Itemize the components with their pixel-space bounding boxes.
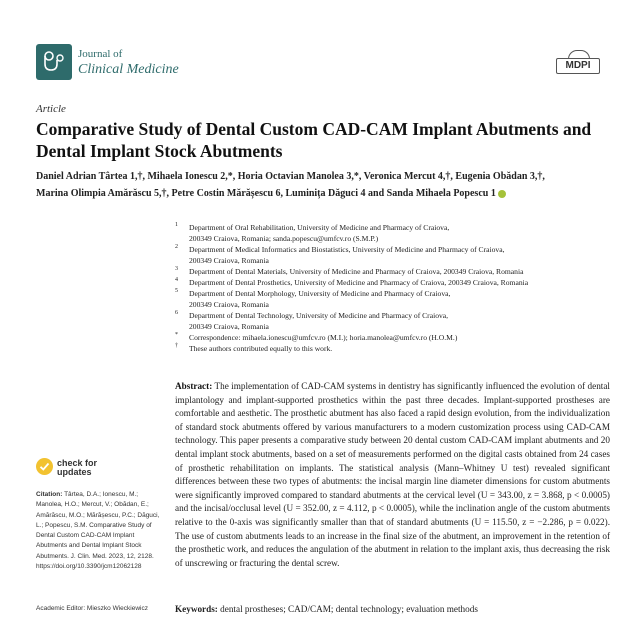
affiliation-line: Department of Dental Technology, University of Medicine and Pharmacy of Craiova, [189,311,449,320]
affiliation-number: 4 [175,277,178,283]
authors-line-1: Daniel Adrian Târtea 1,†, Mihaela Ionescu 2,*, Horia Octavian Manolea 3,*, Veronica Mercut 4,†, Eugenia Obădan 3,†, [36,171,545,182]
affiliation-line: Department of Dental Prosthetics, University of Medicine and Pharmacy of Craiova, 200349 Craiova, Romania [189,278,529,287]
affiliation-line: Correspondence: mihaela.ionescu@umfcv.ro (M.I.); horia.manolea@umfcv.ro (H.O.M.) [189,333,458,342]
journal-of-label: Journal of [78,48,123,60]
article-type: Article [36,103,66,115]
abstract-label: Abstract: [175,381,213,391]
affiliation-item [175,277,615,288]
affiliation-number: 1 [175,222,178,228]
affiliation-number: † [175,343,178,349]
keywords [175,604,610,614]
affiliation-line: Department of Dental Morphology, University of Medicine and Pharmacy of Craiova, [189,289,451,298]
mdpi-logo [556,58,600,74]
affiliation-number: 5 [175,288,178,294]
affiliation-number: 2 [175,244,178,250]
citation-text: Târtea, D.A.; Ionescu, M.; Manolea, H.O.; Mercut, V.; Obădan, E.; Amărăscu, M.O.; Mărășescu, P.C.; Dăguci, L.; Popescu, S.M. Comparative Study of Dental Custom CAD-CAM Implant Abutments and Dental Implant Stock Abutments. J. Clin. Med. 2023, 12, 2128. https://doi.org/10.3390/jcm12062128 [36,491,160,571]
keywords-text: dental prostheses; CAD/CAM; dental technology; evaluation methods [220,604,478,614]
affiliation-number: 3 [175,266,178,272]
affiliation-line: Department of Dental Materials, University of Medicine and Pharmacy of Craiova, 200349 Craiova, Romania [189,267,524,276]
affiliation-line: These authors contributed equally to this work. [189,344,333,353]
affiliations [175,222,615,354]
academic-editor: Academic Editor: Mieszko Wieckiewicz [36,605,148,612]
citation-label: Citation: [36,491,63,498]
journal-logo-icon [36,44,72,80]
mdpi-hat-icon [568,50,590,59]
affiliation-item [175,288,615,310]
affiliation-line: 200349 Craiova, Romania [189,256,269,265]
affiliation-item [175,266,615,277]
keywords-label: Keywords: [175,604,218,614]
authors-line-2 [36,185,621,202]
affiliation-number: * [175,332,178,338]
check-line-2: updates [57,467,92,477]
check-for-updates-button[interactable] [57,459,97,477]
citation [36,490,164,572]
check-for-updates-icon[interactable] [36,458,53,475]
abstract-text: The implementation of CAD-CAM systems in dentistry has significantly influenced the evolution of dental implantology and implant-supported prosthetics within the past three decades. Implant-supported prostheses are comfortable and aesthetic. The prosthetic abutment has also faced a rapid design evolution, from the individualization of standard stock abutments offered by various manufacturers to a modern customization process using CAD-CAM technology. This paper presents a comparative study between 20 dental custom CAD-CAM implant abutments and 20 dental implant stock abutments, based on a set of measurements performed on the digital casts obtained from 24 cases of prosthetic rehabilitation on implants. The statistical analysis (Mann–Whitney U test) revealed significant differences between these two types of abutments: the incisal margin line diameter dimensions for custom abutments were significantly improved compared to standard abutments at the cervical level (U = 343.00, z = 3.868, p < 0.0005) and the incisal/occlusal level (U = 352.00, z = 4.112, p < 0.0005), while the inclination angle of the custom abutments relative to the 0-axis was significantly smaller than that of standard abutments (U = 115.50, z = −2.286, p = 0.022). The use of custom abutments leads to an increase in the final size of the abutment, an improvement in the retention of the prosthetic work, and reduces the angulation of the abutment in relation to the implant axis, thus decreasing the risk of unscrewing or fracturing the dental screw. [175,381,611,568]
affiliation-line: Department of Oral Rehabilitation, University of Medicine and Pharmacy of Craiova, [189,223,450,232]
abstract [175,380,610,570]
article-title: Comparative Study of Dental Custom CAD-CAM Implant Abutments and Dental Implant Stock Abutments [36,119,592,161]
affiliation-item [175,332,615,343]
affiliation-number: 6 [175,310,178,316]
affiliation-item [175,244,615,266]
author-list [36,168,621,202]
affiliation-line: 200349 Craiova, Romania; sanda.popescu@umfcv.ro (S.M.P.) [189,234,379,243]
affiliation-line: Department of Medical Informatics and Biostatistics, University of Medicine and Pharmacy of Craiova, [189,245,505,254]
authors-line-2-text: Marina Olimpia Amărăscu 5,†, Petre Costin Mărășescu 6, Luminița Dăguci 4 and Sanda Mihaela Popescu 1 [36,188,496,199]
orcid-icon[interactable] [498,190,506,198]
affiliation-line: 200349 Craiova, Romania [189,300,269,309]
affiliation-line: 200349 Craiova, Romania [189,322,269,331]
affiliation-item [175,343,615,354]
journal-name: Clinical Medicine [78,62,179,77]
check-line-1: check for [57,458,98,468]
affiliation-item [175,310,615,332]
publisher-name: MDPI [565,60,591,71]
affiliation-item [175,222,615,244]
